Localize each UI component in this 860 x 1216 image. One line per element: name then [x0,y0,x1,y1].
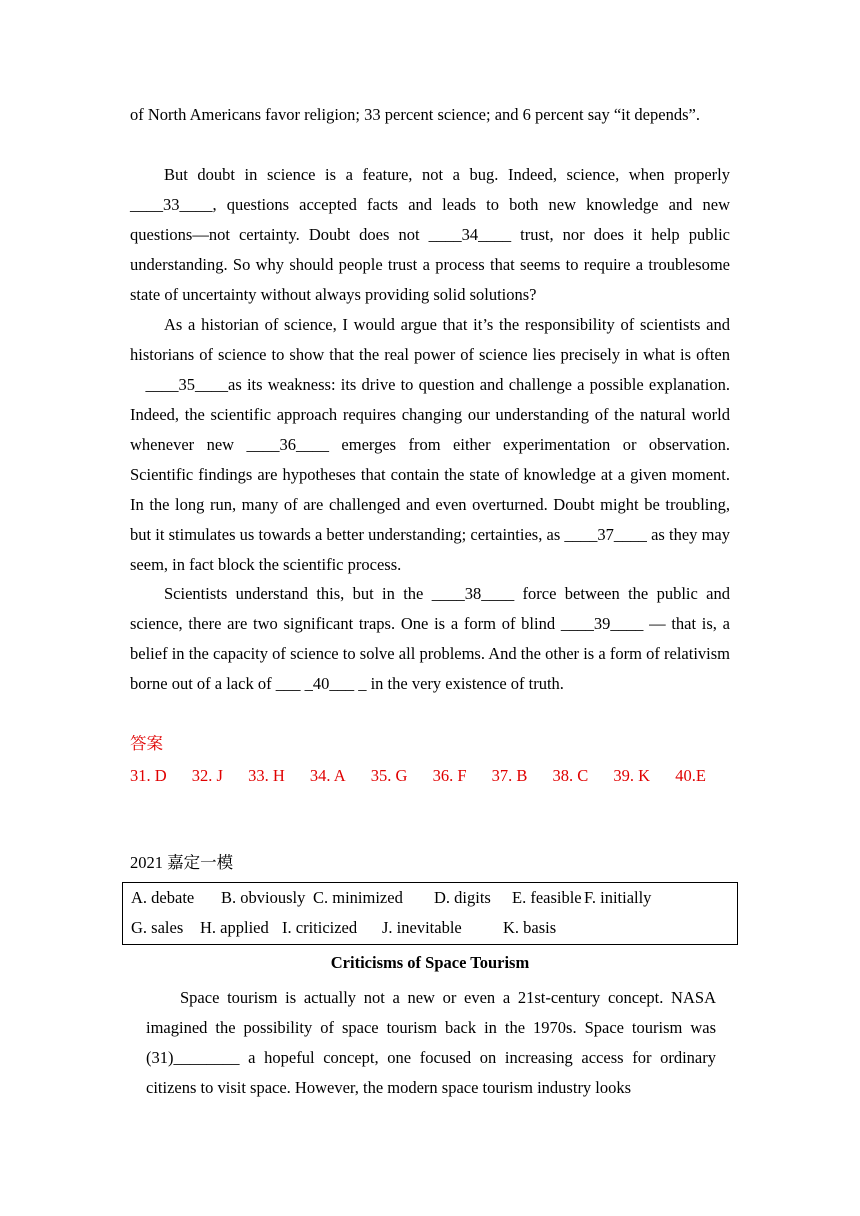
passage-paragraph-3: As a historian of science, I would argue that it’s the responsibility of scientists and historians of science to show that the real power of science lies precisely in what is often ____35____as its weakness: its drive to question and challenge a possible explanation. Indeed, the scientific approach requires changing our understanding of the natural world whenever new ____36____ emerges from either experimentation or observation. Scientific findings are hypotheses that contain the state of knowledge at a given moment. In the long run, many of are challenged and even overturned. Doubt might be troubling, but it stimulates us towards a better understanding; certainties, as ____37____ as they may seem, in fact block the scientific process. [130,315,730,574]
answers-label: 答案 [130,734,163,753]
word-option: K. basis [503,918,557,937]
answer-item: 39. K [613,766,651,785]
answer-item: 36. F [432,766,467,785]
word-option: F. initially [584,888,652,907]
word-option: A. debate [131,888,195,907]
section-title: 2021 嘉定一模 [130,853,234,872]
answer-item: 37. B [491,766,528,785]
word-option: B. obviously [221,888,306,907]
answer-item: 38. C [552,766,589,785]
answer-item: 33. H [248,766,285,785]
article-paragraph-1: Space tourism is actually not a new or even a 21st-century concept. NASA imagined the possibility of space tourism back in the 1970s. Space tourism was (31)________ a hopeful concept, one focused on increasing access for ordinary citizens to visit space. However, the modern space tourism industry looks [146,988,716,1097]
answers-list [130,761,727,791]
word-bank-row-1 [123,883,737,913]
answer-item: 34. A [309,766,346,785]
answer-item: 32. J [191,766,223,785]
passage-paragraph-4: Scientists understand this, but in the ____38____ force between the public and science, there are two significant traps. One is a form of blind ____39____ — that is, a belief in the capacity of science to solve all problems. And the other is a form of relativism borne out of a lack of ___ _40___ _ in the very existence of truth. [130,584,730,693]
article-title: Criticisms of Space Tourism [330,953,530,972]
word-bank-box [122,882,738,945]
answer-item: 35. G [370,766,408,785]
answer-item: 40.E [675,766,706,785]
word-option: J. inevitable [382,918,462,937]
passage-paragraph-1: of North Americans favor religion; 33 percent science; and 6 percent say “it depends”. [130,105,700,124]
word-option: D. digits [434,888,491,907]
word-option: I. criticized [282,918,358,937]
word-option: C. minimized [313,888,403,907]
answer-item: 31. D [130,766,167,785]
word-option: G. sales [131,918,184,937]
word-option: E. feasible [512,888,582,907]
word-bank-row-2 [123,913,737,943]
passage-paragraph-2: But doubt in science is a feature, not a bug. Indeed, science, when properly ____33____, questions accepted facts and leads to both new knowledge and new questions—not certainty. Doubt does not ____34____ trust, nor does it help public understanding. So why should people trust a process that seems to require a troublesome state of uncertainty without always providing solid solutions? [130,165,730,304]
word-option: H. applied [200,918,269,937]
